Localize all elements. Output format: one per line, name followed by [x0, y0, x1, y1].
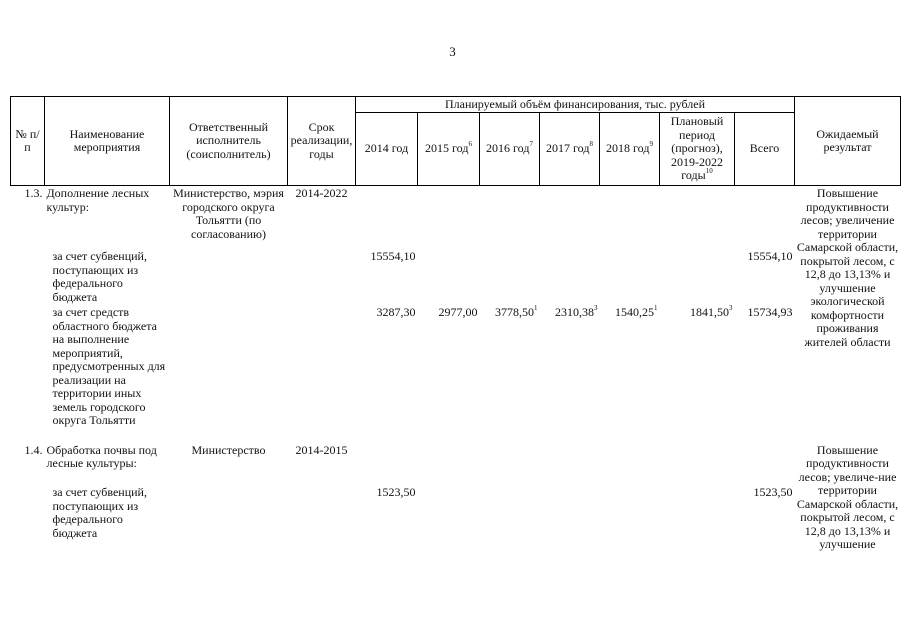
value-total: 15554,10 — [747, 249, 793, 263]
value-2015: 2977,00 — [438, 305, 478, 319]
header-total: Всего — [735, 113, 795, 186]
row-result: Повышение продуктивности лесов; увеличение территории Самарской области, покрытой лесом, с 12,8 до 13,13% и улучшение экологической комфортности проживания жителей области — [796, 186, 899, 349]
header-year-2014: 2014 год — [356, 113, 418, 186]
table-subrow — [11, 478, 901, 552]
header-executor: Ответственный исполнитель (соисполнитель) — [170, 97, 288, 186]
value-plan: 1841,50$^3$ — [690, 304, 733, 319]
header-name: Наименование мероприятия — [45, 97, 170, 186]
row-result: Повышение продуктивности лесов; увеличе-ние территории Самарской области, покрытой лесом, с 12,8 до 13,13% и улучшение — [796, 442, 899, 551]
header-plan-period: Плановый период (прогноз), 2019-2022 годы$^{10}$ — [660, 113, 735, 186]
header-result: Ожидаемый результат — [795, 97, 901, 186]
row-name: Дополнение лесных культур: — [46, 186, 150, 214]
subrow-name: за счет средств областного бюджета на выполнение мероприятий, предусмотренных для реализации на территории иных земель городского округа Тольятти — [52, 305, 166, 427]
header-year-2018: 2018 год$^9$ — [600, 113, 660, 186]
value-2014: 1523,50 — [376, 485, 416, 500]
value-2018: 1540,25$^1$ — [615, 304, 658, 319]
header-year-2015: 2015 год$^6$ — [418, 113, 480, 186]
page-number: 3 — [449, 44, 456, 59]
row-num: 1.4. — [24, 442, 43, 457]
value-total: 15734,93 — [747, 305, 793, 319]
row-term: 2014-2015 — [295, 442, 348, 457]
financing-table — [10, 96, 901, 553]
header-year-2016: 2016 год$^7$ — [480, 113, 540, 186]
subrow-name: за счет субвенций, поступающих из федерального бюджета — [52, 249, 147, 304]
header-financing-group: Планируемый объём финансирования, тыс. рублей — [356, 97, 795, 113]
table-row — [11, 434, 901, 479]
row-executor: Министерство — [191, 442, 266, 457]
row-term: 2014-2022 — [295, 186, 348, 200]
value-2017: 2310,38$^3$ — [555, 304, 598, 319]
row-num: 1.3. — [24, 186, 43, 200]
header-num: № п/п — [11, 97, 45, 186]
value-total: 1523,50 — [753, 485, 793, 500]
value-2014: 3287,30 — [376, 305, 416, 319]
row-executor: Министерство, мэрия городского округа Тольятти (по согласованию) — [173, 186, 284, 241]
header-year-2017: 2017 год$^8$ — [540, 113, 600, 186]
table-subrow — [11, 242, 901, 305]
subrow-name: за счет субвенций, поступающих из федерального бюджета — [52, 485, 147, 540]
value-2016: 3778,50$^1$ — [495, 304, 538, 319]
row-name: Обработка почвы под лесные культуры: — [46, 442, 157, 470]
value-2014: 15554,10 — [370, 249, 416, 263]
table-row — [11, 186, 901, 243]
header-term: Срок реализации, годы — [288, 97, 356, 186]
table-subrow — [11, 305, 901, 434]
